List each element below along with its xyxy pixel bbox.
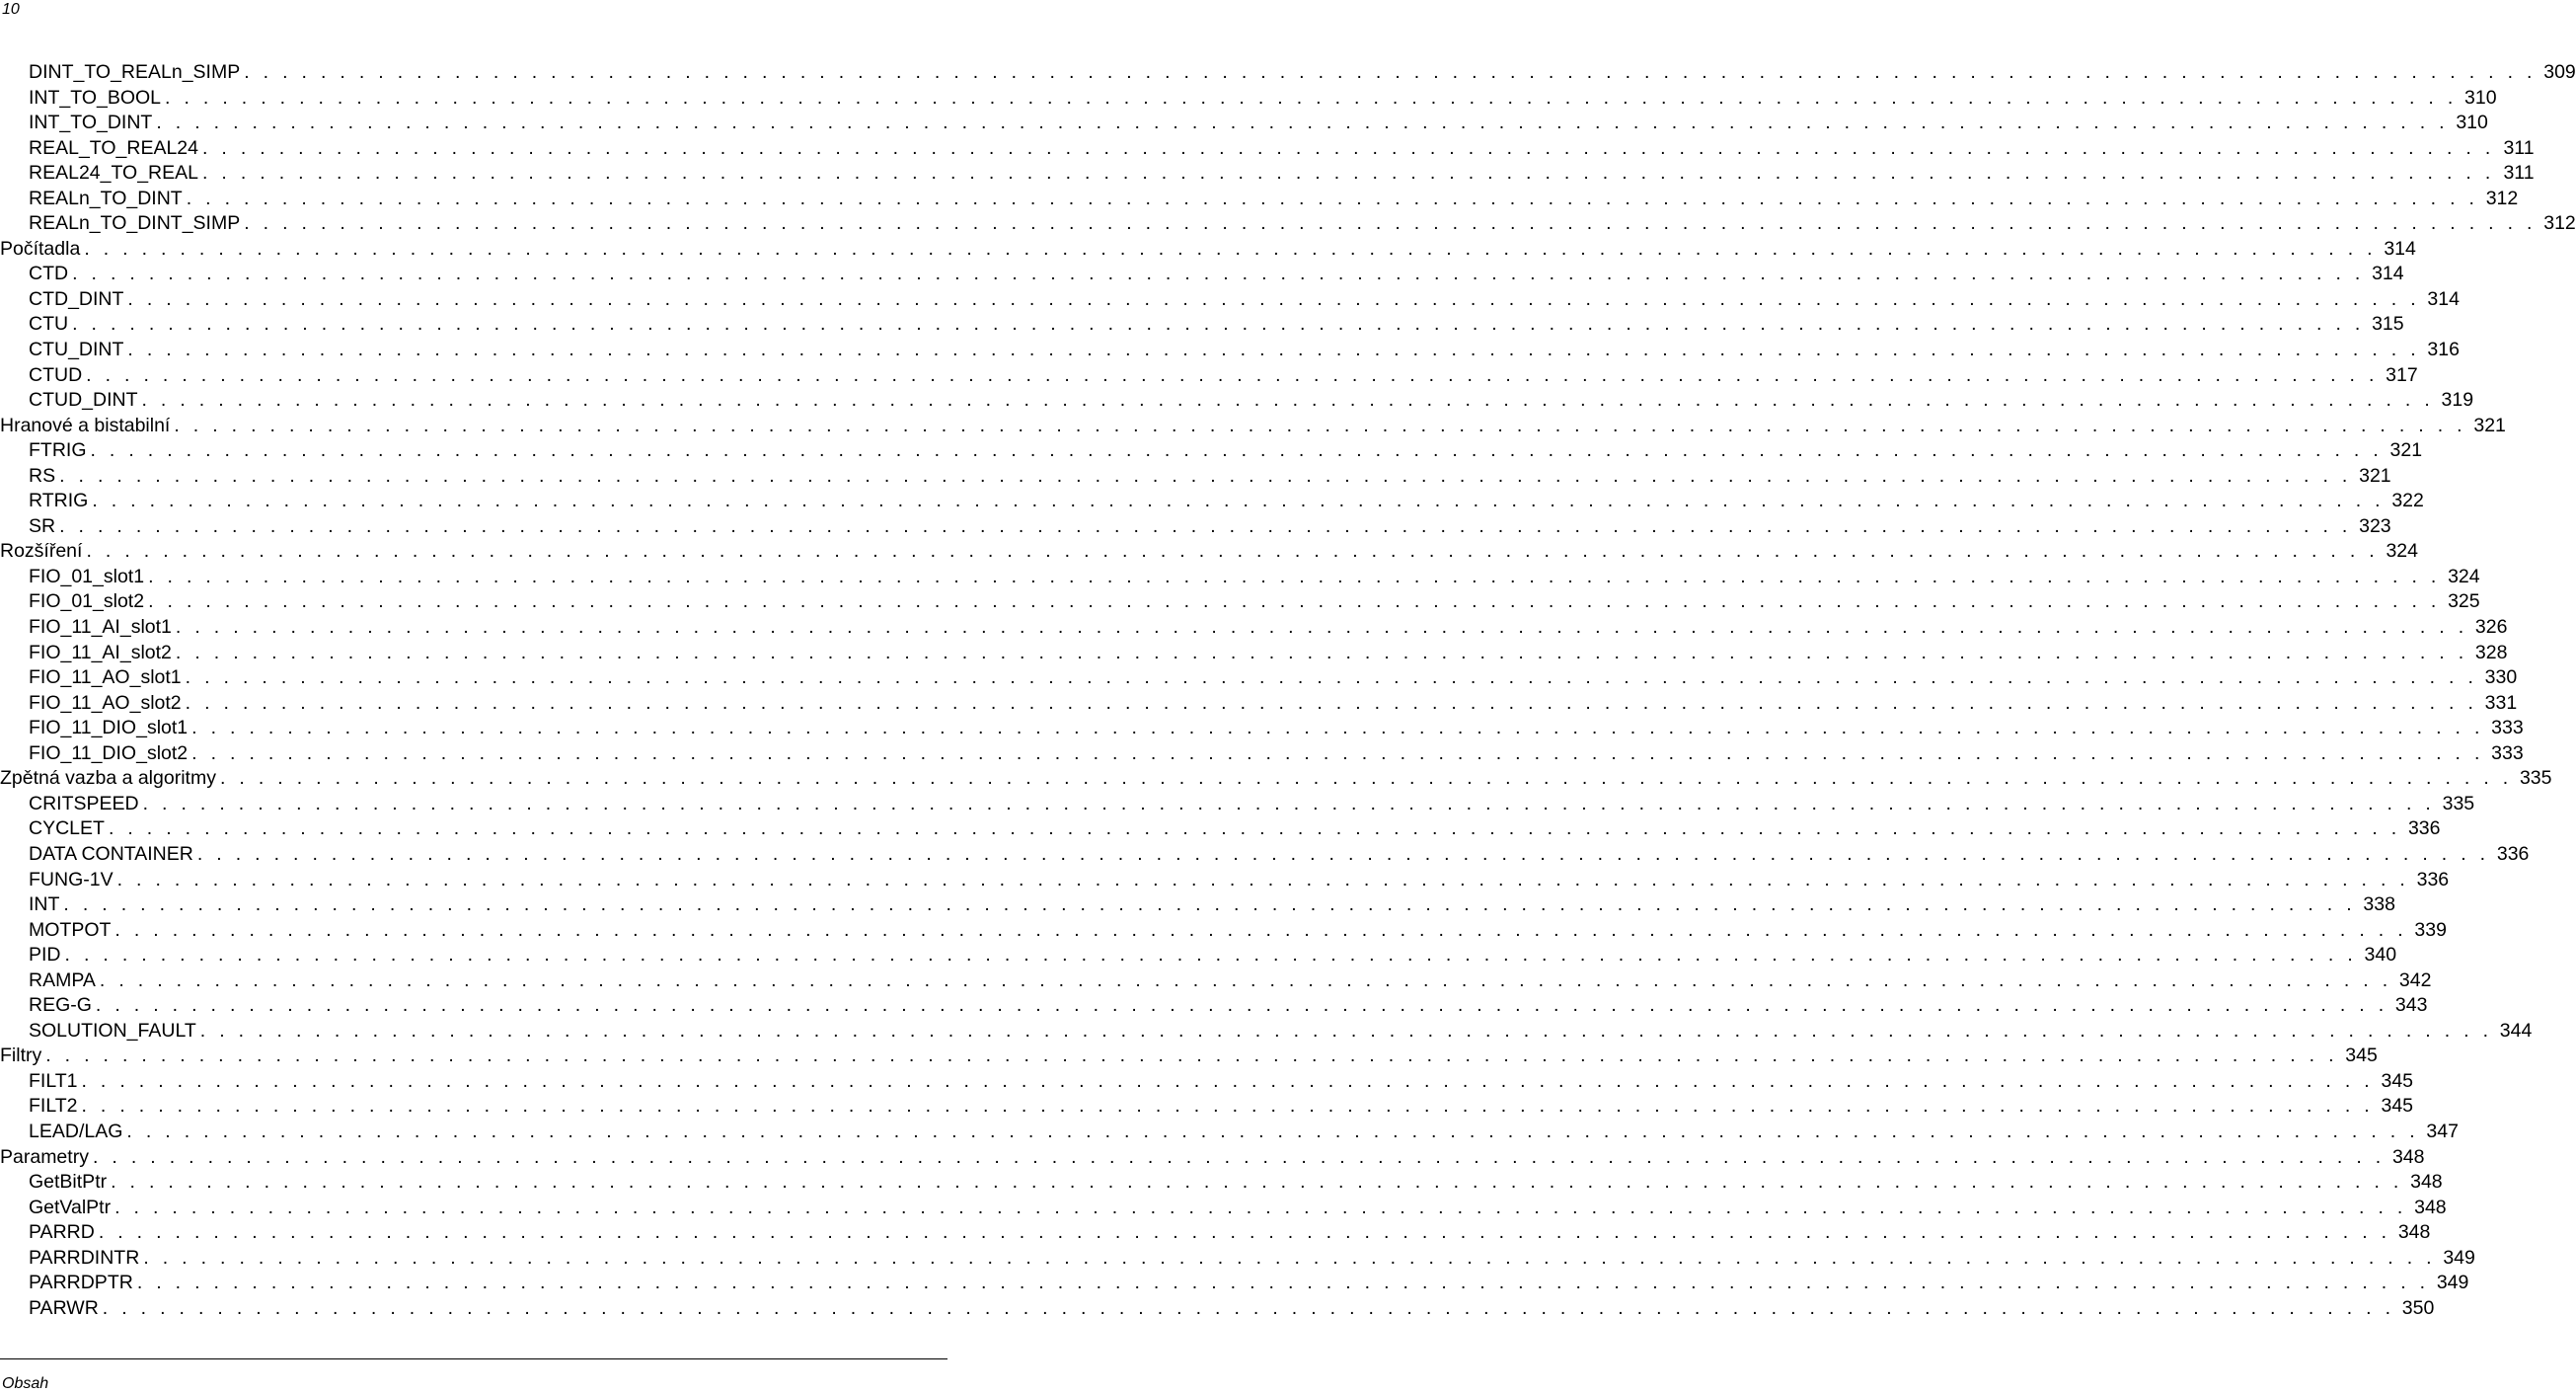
toc-entry-title: FIO_01_slot1 bbox=[29, 565, 145, 587]
toc-dot-leader: . . . . . . . . . . . . . . . . . . . . . . . . . . . . . . . . . . . . . . . . . . . . . . . . . . . . . . . . . . . . . . . . . . . . . . . . . . . . . . . . . . . . . . . . . . . . . . . . . . . . . . . . . . . . . . . . . . . . . . . . bbox=[244, 212, 2537, 235]
toc-section-entry[interactable] bbox=[0, 237, 2416, 263]
toc-entry-title: CYCLET bbox=[29, 817, 105, 840]
toc-entry-page-number: 311 bbox=[2503, 136, 2535, 159]
toc-entry-page-number: 335 bbox=[2519, 767, 2552, 790]
toc-entry-page-number: 323 bbox=[2359, 514, 2391, 537]
toc-entry-page-number: 314 bbox=[2384, 237, 2416, 260]
toc-entry-page-number: 349 bbox=[2443, 1246, 2475, 1269]
toc-entry-title: PARWR bbox=[29, 1296, 99, 1319]
toc-dot-leader: . . . . . . . . . . . . . . . . . . . . . . . . . . . . . . . . . . . . . . . . . . . . . . . . . . . . . . . . . . . . . . . . . . . . . . . . . . . . . . . . . . . . . . . . . . . . . . . . . . . . . . . . . . . . . . . . . . . . . . . . bbox=[185, 666, 2478, 689]
toc-entry-title: CTD bbox=[29, 263, 69, 285]
toc-entry[interactable] bbox=[0, 1271, 2469, 1296]
toc-entry-title: FIO_11_AI_slot1 bbox=[29, 616, 172, 639]
toc-entry[interactable] bbox=[0, 918, 2447, 944]
toc-entry-page-number: 309 bbox=[2543, 61, 2576, 83]
toc-dot-leader: . . . . . . . . . . . . . . . . . . . . . . . . . . . . . . . . . . . . . . . . . . . . . . . . . . . . . . . . . . . . . . . . . . . . . . . . . . . . . . . . . . . . . . . . . . . . . . . . . . . . . . . . . . . . . . . . . . . . . . . . bbox=[59, 514, 2352, 537]
toc-entry[interactable] bbox=[0, 1120, 2459, 1145]
toc-entry-page-number: 340 bbox=[2364, 944, 2397, 967]
toc-entry-page-number: 331 bbox=[2484, 691, 2518, 714]
toc-entry-page-number: 311 bbox=[2503, 162, 2535, 185]
toc-dot-leader: . . . . . . . . . . . . . . . . . . . . . . . . . . . . . . . . . . . . . . . . . . . . . . . . . . . . . . . . . . . . . . . . . . . . . . . . . . . . . . . . . . . . . . . . . . . . . . . . . . . . . . . . . . . . . . . . . . . . . . . . bbox=[126, 1120, 2419, 1142]
toc-dot-leader: . . . . . . . . . . . . . . . . . . . . . . . . . . . . . . . . . . . . . . . . . . . . . . . . . . . . . . . . . . . . . . . . . . . . . . . . . . . . . . . . . . . . . . . . . . . . . . . . . . . . . . . . . . . . . . . . . . . . . . . . bbox=[95, 994, 2388, 1017]
toc-entry[interactable] bbox=[0, 338, 2460, 363]
toc-dot-leader: . . . . . . . . . . . . . . . . . . . . . . . . . . . . . . . . . . . . . . . . . . . . . . . . . . . . . . . . . . . . . . . . . . . . . . . . . . . . . . . . . . . . . . . . . . . . . . . . . . . . . . . . . . . . . . . . . . . . . . . . bbox=[90, 439, 2384, 462]
toc-entry-title: PARRDINTR bbox=[29, 1246, 140, 1269]
toc-entry-title: REALn_TO_DINT_SIMP bbox=[29, 212, 241, 235]
toc-entry-page-number: 345 bbox=[2345, 1045, 2378, 1067]
toc-dot-leader: . . . . . . . . . . . . . . . . . . . . . . . . . . . . . . . . . . . . . . . . . . . . . . . . . . . . . . . . . . . . . . . . . . . . . . . . . . . . . . . . . . . . . . . . . . . . . . . . . . . . . . . . . . . . . . . . . . . . . . . . bbox=[244, 61, 2537, 83]
toc-entry[interactable] bbox=[0, 665, 2518, 691]
toc-entry[interactable] bbox=[0, 993, 2428, 1019]
toc-dot-leader: . . . . . . . . . . . . . . . . . . . . . . . . . . . . . . . . . . . . . . . . . . . . . . . . . . . . . . . . . . . . . . . . . . . . . . . . . . . . . . . . . . . . . . . . . . . . . . . . . . . . . . . . . . . . . . . . . . . . . . . . bbox=[81, 1095, 2375, 1118]
toc-dot-leader: . . . . . . . . . . . . . . . . . . . . . . . . . . . . . . . . . . . . . . . . . . . . . . . . . . . . . . . . . . . . . . . . . . . . . . . . . . . . . . . . . . . . . . . . . . . . . . . . . . . . . . . . . . . . . . . . . . . . . . . . bbox=[143, 1246, 2436, 1269]
toc-dot-leader: . . . . . . . . . . . . . . . . . . . . . . . . . . . . . . . . . . . . . . . . . . . . . . . . . . . . . . . . . . . . . . . . . . . . . . . . . . . . . . . . . . . . . . . . . . . . . . . . . . . . . . . . . . . . . . . . . . . . . . . . bbox=[219, 767, 2513, 790]
toc-entry[interactable] bbox=[0, 464, 2391, 490]
toc-entry-page-number: 325 bbox=[2448, 590, 2480, 613]
toc-section-entry[interactable] bbox=[0, 1044, 2378, 1069]
toc-entry[interactable] bbox=[0, 1094, 2414, 1120]
toc-entry[interactable] bbox=[0, 211, 2576, 237]
toc-entry-title: RTRIG bbox=[29, 490, 89, 512]
toc-dot-leader: . . . . . . . . . . . . . . . . . . . . . . . . . . . . . . . . . . . . . . . . . . . . . . . . . . . . . . . . . . . . . . . . . . . . . . . . . . . . . . . . . . . . . . . . . . . . . . . . . . . . . . . . . . . . . . . . . . . . . . . . bbox=[102, 1296, 2395, 1319]
toc-entry-page-number: 336 bbox=[2416, 868, 2450, 891]
toc-entry-title: CTU_DINT bbox=[29, 339, 124, 361]
toc-entry-title: REAL_TO_REAL24 bbox=[29, 136, 198, 159]
toc-entry-page-number: 321 bbox=[2473, 414, 2506, 436]
toc-entry-title: FIO_01_slot2 bbox=[29, 590, 145, 613]
toc-entry-page-number: 328 bbox=[2474, 641, 2508, 663]
toc-entry-page-number: 321 bbox=[2389, 439, 2423, 462]
toc-dot-leader: . . . . . . . . . . . . . . . . . . . . . . . . . . . . . . . . . . . . . . . . . . . . . . . . . . . . . . . . . . . . . . . . . . . . . . . . . . . . . . . . . . . . . . . . . . . . . . . . . . . . . . . . . . . . . . . . . . . . . . . . bbox=[63, 893, 2356, 916]
toc-entry-page-number: 310 bbox=[2456, 112, 2488, 134]
toc-entry-page-number: 321 bbox=[2359, 464, 2391, 487]
toc-entry-title: PARRDPTR bbox=[29, 1272, 133, 1294]
toc-entry-page-number: 348 bbox=[2410, 1171, 2443, 1194]
toc-dot-leader: . . . . . . . . . . . . . . . . . . . . . . . . . . . . . . . . . . . . . . . . . . . . . . . . . . . . . . . . . . . . . . . . . . . . . . . . . . . . . . . . . . . . . . . . . . . . . . . . . . . . . . . . . . . . . . . . . . . . . . . . bbox=[185, 691, 2478, 714]
toc-dot-leader: . . . . . . . . . . . . . . . . . . . . . . . . . . . . . . . . . . . . . . . . . . . . . . . . . . . . . . . . . . . . . . . . . . . . . . . . . . . . . . . . . . . . . . . . . . . . . . . . . . . . . . . . . . . . . . . . . . . . . . . . bbox=[148, 590, 2441, 613]
toc-dot-leader: . . . . . . . . . . . . . . . . . . . . . . . . . . . . . . . . . . . . . . . . . . . . . . . . . . . . . . . . . . . . . . . . . . . . . . . . . . . . . . . . . . . . . . . . . . . . . . . . . . . . . . . . . . . . . . . . . . . . . . . . bbox=[116, 868, 2410, 891]
toc-entry-page-number: 333 bbox=[2491, 741, 2524, 764]
toc-entry[interactable] bbox=[0, 943, 2397, 968]
toc-entry[interactable] bbox=[0, 842, 2530, 868]
page-number: 10 bbox=[2, 1, 20, 18]
toc-dot-leader: . . . . . . . . . . . . . . . . . . . . . . . . . . . . . . . . . . . . . . . . . . . . . . . . . . . . . . . . . . . . . . . . . . . . . . . . . . . . . . . . . . . . . . . . . . . . . . . . . . . . . . . . . . . . . . . . . . . . . . . . bbox=[148, 565, 2441, 587]
toc-entry-page-number: 314 bbox=[2372, 263, 2404, 285]
toc-dot-leader: . . . . . . . . . . . . . . . . . . . . . . . . . . . . . . . . . . . . . . . . . . . . . . . . . . . . . . . . . . . . . . . . . . . . . . . . . . . . . . . . . . . . . . . . . . . . . . . . . . . . . . . . . . . . . . . . . . . . . . . . bbox=[202, 162, 2495, 185]
toc-dot-leader: . . . . . . . . . . . . . . . . . . . . . . . . . . . . . . . . . . . . . . . . . . . . . . . . . . . . . . . . . . . . . . . . . . . . . . . . . . . . . . . . . . . . . . . . . . . . . . . . . . . . . . . . . . . . . . . . . . . . . . . . bbox=[136, 1272, 2430, 1294]
toc-entry-page-number: 314 bbox=[2427, 287, 2460, 310]
toc-entry-page-number: 336 bbox=[2496, 842, 2530, 865]
toc-entry-page-number: 345 bbox=[2381, 1069, 2414, 1092]
table-of-contents bbox=[0, 60, 2576, 1321]
toc-entry[interactable] bbox=[0, 1220, 2431, 1246]
toc-entry[interactable] bbox=[0, 312, 2404, 338]
toc-entry-title: INT_TO_DINT bbox=[29, 112, 153, 134]
footer-section-label: Obsah bbox=[2, 1375, 49, 1392]
toc-entry-page-number: 326 bbox=[2474, 616, 2508, 639]
toc-entry-page-number: 333 bbox=[2491, 717, 2524, 739]
toc-entry-page-number: 345 bbox=[2381, 1095, 2414, 1118]
toc-entry[interactable] bbox=[0, 438, 2423, 464]
toc-entry-title: RAMPA bbox=[29, 968, 96, 991]
toc-dot-leader: . . . . . . . . . . . . . . . . . . . . . . . . . . . . . . . . . . . . . . . . . . . . . . . . . . . . . . . . . . . . . . . . . . . . . . . . . . . . . . . . . . . . . . . . . . . . . . . . . . . . . . . . . . . . . . . . . . . . . . . . bbox=[175, 616, 2468, 639]
toc-entry-title: REG-G bbox=[29, 994, 92, 1017]
toc-entry[interactable] bbox=[0, 1246, 2475, 1272]
toc-entry[interactable] bbox=[0, 589, 2480, 615]
toc-entry[interactable] bbox=[0, 111, 2488, 136]
toc-entry-title: REALn_TO_DINT bbox=[29, 187, 183, 209]
toc-entry-page-number: 312 bbox=[2485, 187, 2519, 209]
toc-entry-title: DATA CONTAINER bbox=[29, 842, 193, 865]
toc-section-entry[interactable] bbox=[0, 766, 2552, 792]
toc-entry[interactable] bbox=[0, 615, 2508, 641]
toc-entry[interactable] bbox=[0, 1170, 2443, 1196]
toc-entry-title: LEAD/LAG bbox=[29, 1120, 123, 1142]
toc-dot-leader: . . . . . . . . . . . . . . . . . . . . . . . . . . . . . . . . . . . . . . . . . . . . . . . . . . . . . . . . . . . . . . . . . . . . . . . . . . . . . . . . . . . . . . . . . . . . . . . . . . . . . . . . . . . . . . . . . . . . . . . . bbox=[114, 1196, 2407, 1218]
toc-entry[interactable] bbox=[0, 86, 2497, 112]
toc-dot-leader: . . . . . . . . . . . . . . . . . . . . . . . . . . . . . . . . . . . . . . . . . . . . . . . . . . . . . . . . . . . . . . . . . . . . . . . . . . . . . . . . . . . . . . . . . . . . . . . . . . . . . . . . . . . . . . . . . . . . . . . . bbox=[165, 86, 2458, 109]
toc-dot-leader: . . . . . . . . . . . . . . . . . . . . . . . . . . . . . . . . . . . . . . . . . . . . . . . . . . . . . . . . . . . . . . . . . . . . . . . . . . . . . . . . . . . . . . . . . . . . . . . . . . . . . . . . . . . . . . . . . . . . . . . . bbox=[59, 464, 2352, 487]
toc-dot-leader: . . . . . . . . . . . . . . . . . . . . . . . . . . . . . . . . . . . . . . . . . . . . . . . . . . . . . . . . . . . . . . . . . . . . . . . . . . . . . . . . . . . . . . . . . . . . . . . . . . . . . . . . . . . . . . . . . . . . . . . . bbox=[199, 1019, 2493, 1042]
toc-dot-leader: . . . . . . . . . . . . . . . . . . . . . . . . . . . . . . . . . . . . . . . . . . . . . . . . . . . . . . . . . . . . . . . . . . . . . . . . . . . . . . . . . . . . . . . . . . . . . . . . . . . . . . . . . . . . . . . . . . . . . . . . bbox=[175, 641, 2468, 663]
toc-entry[interactable] bbox=[0, 691, 2518, 717]
toc-dot-leader: . . . . . . . . . . . . . . . . . . . . . . . . . . . . . . . . . . . . . . . . . . . . . . . . . . . . . . . . . . . . . . . . . . . . . . . . . . . . . . . . . . . . . . . . . . . . . . . . . . . . . . . . . . . . . . . . . . . . . . . . bbox=[72, 313, 2365, 336]
toc-entry-title: FILT1 bbox=[29, 1069, 78, 1092]
toc-entry[interactable] bbox=[0, 262, 2404, 287]
toc-dot-leader: . . . . . . . . . . . . . . . . . . . . . . . . . . . . . . . . . . . . . . . . . . . . . . . . . . . . . . . . . . . . . . . . . . . . . . . . . . . . . . . . . . . . . . . . . . . . . . . . . . . . . . . . . . . . . . . . . . . . . . . . bbox=[127, 287, 2420, 310]
toc-entry-title: SOLUTION_FAULT bbox=[29, 1019, 196, 1042]
toc-entry-title: SR bbox=[29, 514, 56, 537]
toc-dot-leader: . . . . . . . . . . . . . . . . . . . . . . . . . . . . . . . . . . . . . . . . . . . . . . . . . . . . . . . . . . . . . . . . . . . . . . . . . . . . . . . . . . . . . . . . . . . . . . . . . . . . . . . . . . . . . . . . . . . . . . . . bbox=[92, 1145, 2386, 1168]
toc-entry-title: FIO_11_DIO_slot1 bbox=[29, 717, 189, 739]
toc-dot-leader: . . . . . . . . . . . . . . . . . . . . . . . . . . . . . . . . . . . . . . . . . . . . . . . . . . . . . . . . . . . . . . . . . . . . . . . . . . . . . . . . . . . . . . . . . . . . . . . . . . . . . . . . . . . . . . . . . . . . . . . . bbox=[111, 1171, 2403, 1194]
toc-entry-title: Hranové a bistabilní bbox=[0, 414, 171, 436]
toc-entry-title: Parametry bbox=[0, 1145, 89, 1168]
toc-entry-page-number: 344 bbox=[2499, 1019, 2533, 1042]
toc-dot-leader: . . . . . . . . . . . . . . . . . . . . . . . . . . . . . . . . . . . . . . . . . . . . . . . . . . . . . . . . . . . . . . . . . . . . . . . . . . . . . . . . . . . . . . . . . . . . . . . . . . . . . . . . . . . . . . . . . . . . . . . . bbox=[108, 817, 2401, 840]
toc-entry-page-number: 312 bbox=[2543, 212, 2576, 235]
toc-entry-title: PID bbox=[29, 944, 61, 967]
toc-dot-leader: . . . . . . . . . . . . . . . . . . . . . . . . . . . . . . . . . . . . . . . . . . . . . . . . . . . . . . . . . . . . . . . . . . . . . . . . . . . . . . . . . . . . . . . . . . . . . . . . . . . . . . . . . . . . . . . . . . . . . . . . bbox=[191, 741, 2484, 764]
toc-entry-title: CTD_DINT bbox=[29, 287, 124, 310]
toc-entry[interactable] bbox=[0, 388, 2474, 414]
toc-entry[interactable] bbox=[0, 1019, 2533, 1045]
toc-entry-title: CTUD bbox=[29, 363, 83, 386]
toc-entry-page-number: 319 bbox=[2441, 389, 2474, 412]
toc-entry-page-number: 343 bbox=[2394, 994, 2428, 1017]
toc-dot-leader: . . . . . . . . . . . . . . . . . . . . . . . . . . . . . . . . . . . . . . . . . . . . . . . . . . . . . . . . . . . . . . . . . . . . . . . . . . . . . . . . . . . . . . . . . . . . . . . . . . . . . . . . . . . . . . . . . . . . . . . . bbox=[92, 490, 2385, 512]
toc-entry[interactable] bbox=[0, 716, 2524, 741]
toc-entry-title: DINT_TO_REALn_SIMP bbox=[29, 61, 241, 83]
toc-entry-title: GetValPtr bbox=[29, 1196, 112, 1218]
toc-entry-title: Rozšíření bbox=[0, 540, 83, 563]
toc-entry-page-number: 324 bbox=[2448, 565, 2480, 587]
toc-section-entry[interactable] bbox=[0, 1145, 2425, 1171]
toc-dot-leader: . . . . . . . . . . . . . . . . . . . . . . . . . . . . . . . . . . . . . . . . . . . . . . . . . . . . . . . . . . . . . . . . . . . . . . . . . . . . . . . . . . . . . . . . . . . . . . . . . . . . . . . . . . . . . . . . . . . . . . . . bbox=[81, 1069, 2375, 1092]
toc-entry[interactable] bbox=[0, 363, 2418, 389]
toc-dot-leader: . . . . . . . . . . . . . . . . . . . . . . . . . . . . . . . . . . . . . . . . . . . . . . . . . . . . . . . . . . . . . . . . . . . . . . . . . . . . . . . . . . . . . . . . . . . . . . . . . . . . . . . . . . . . . . . . . . . . . . . . bbox=[99, 968, 2392, 991]
toc-dot-leader: . . . . . . . . . . . . . . . . . . . . . . . . . . . . . . . . . . . . . . . . . . . . . . . . . . . . . . . . . . . . . . . . . . . . . . . . . . . . . . . . . . . . . . . . . . . . . . . . . . . . . . . . . . . . . . . . . . . . . . . . bbox=[196, 842, 2490, 865]
toc-entry-page-number: 330 bbox=[2484, 666, 2518, 689]
toc-entry-title: FIO_11_DIO_slot2 bbox=[29, 741, 189, 764]
toc-entry[interactable] bbox=[0, 1196, 2447, 1221]
toc-entry-title: Zpětná vazba a algoritmy bbox=[0, 767, 216, 790]
toc-entry-title: FIO_11_AI_slot2 bbox=[29, 641, 172, 663]
toc-entry-title: Filtry bbox=[0, 1045, 42, 1067]
toc-section-entry[interactable] bbox=[0, 414, 2506, 439]
toc-dot-leader: . . . . . . . . . . . . . . . . . . . . . . . . . . . . . . . . . . . . . . . . . . . . . . . . . . . . . . . . . . . . . . . . . . . . . . . . . . . . . . . . . . . . . . . . . . . . . . . . . . . . . . . . . . . . . . . . . . . . . . . . bbox=[156, 112, 2449, 134]
toc-entry-page-number: 322 bbox=[2391, 490, 2424, 512]
toc-dot-leader: . . . . . . . . . . . . . . . . . . . . . . . . . . . . . . . . . . . . . . . . . . . . . . . . . . . . . . . . . . . . . . . . . . . . . . . . . . . . . . . . . . . . . . . . . . . . . . . . . . . . . . . . . . . . . . . . . . . . . . . . bbox=[86, 540, 2379, 563]
toc-entry[interactable] bbox=[0, 161, 2535, 187]
toc-section-entry[interactable] bbox=[0, 539, 2418, 565]
toc-entry-title: GetBitPtr bbox=[29, 1171, 108, 1194]
toc-dot-leader: . . . . . . . . . . . . . . . . . . . . . . . . . . . . . . . . . . . . . . . . . . . . . . . . . . . . . . . . . . . . . . . . . . . . . . . . . . . . . . . . . . . . . . . . . . . . . . . . . . . . . . . . . . . . . . . . . . . . . . . . bbox=[45, 1045, 2338, 1067]
toc-dot-leader: . . . . . . . . . . . . . . . . . . . . . . . . . . . . . . . . . . . . . . . . . . . . . . . . . . . . . . . . . . . . . . . . . . . . . . . . . . . . . . . . . . . . . . . . . . . . . . . . . . . . . . . . . . . . . . . . . . . . . . . . bbox=[98, 1221, 2391, 1244]
toc-dot-leader: . . . . . . . . . . . . . . . . . . . . . . . . . . . . . . . . . . . . . . . . . . . . . . . . . . . . . . . . . . . . . . . . . . . . . . . . . . . . . . . . . . . . . . . . . . . . . . . . . . . . . . . . . . . . . . . . . . . . . . . . bbox=[202, 136, 2495, 159]
toc-entry-title: Počítadla bbox=[0, 237, 81, 260]
toc-entry[interactable] bbox=[0, 641, 2508, 666]
toc-entry-title: FUNG-1V bbox=[29, 868, 114, 891]
toc-dot-leader: . . . . . . . . . . . . . . . . . . . . . . . . . . . . . . . . . . . . . . . . . . . . . . . . . . . . . . . . . . . . . . . . . . . . . . . . . . . . . . . . . . . . . . . . . . . . . . . . . . . . . . . . . . . . . . . . . . . . . . . . bbox=[186, 187, 2479, 209]
toc-entry-page-number: 348 bbox=[2414, 1196, 2447, 1218]
toc-entry[interactable] bbox=[0, 816, 2441, 842]
toc-entry-page-number: 338 bbox=[2363, 893, 2395, 916]
toc-entry-title: FIO_11_AO_slot2 bbox=[29, 691, 182, 714]
toc-entry-page-number: 315 bbox=[2372, 313, 2404, 336]
toc-entry[interactable] bbox=[0, 868, 2450, 893]
toc-entry-page-number: 339 bbox=[2414, 918, 2447, 941]
toc-dot-leader: . . . . . . . . . . . . . . . . . . . . . . . . . . . . . . . . . . . . . . . . . . . . . . . . . . . . . . . . . . . . . . . . . . . . . . . . . . . . . . . . . . . . . . . . . . . . . . . . . . . . . . . . . . . . . . . . . . . . . . . . bbox=[64, 944, 2358, 967]
toc-entry[interactable] bbox=[0, 489, 2424, 514]
toc-entry-title: FTRIG bbox=[29, 439, 87, 462]
toc-entry-title: FIO_11_AO_slot1 bbox=[29, 666, 182, 689]
toc-entry[interactable] bbox=[0, 187, 2519, 212]
toc-dot-leader: . . . . . . . . . . . . . . . . . . . . . . . . . . . . . . . . . . . . . . . . . . . . . . . . . . . . . . . . . . . . . . . . . . . . . . . . . . . . . . . . . . . . . . . . . . . . . . . . . . . . . . . . . . . . . . . . . . . . . . . . bbox=[142, 792, 2436, 814]
toc-dot-leader: . . . . . . . . . . . . . . . . . . . . . . . . . . . . . . . . . . . . . . . . . . . . . . . . . . . . . . . . . . . . . . . . . . . . . . . . . . . . . . . . . . . . . . . . . . . . . . . . . . . . . . . . . . . . . . . . . . . . . . . . bbox=[86, 363, 2379, 386]
toc-entry-page-number: 317 bbox=[2386, 363, 2418, 386]
toc-dot-leader: . . . . . . . . . . . . . . . . . . . . . . . . . . . . . . . . . . . . . . . . . . . . . . . . . . . . . . . . . . . . . . . . . . . . . . . . . . . . . . . . . . . . . . . . . . . . . . . . . . . . . . . . . . . . . . . . . . . . . . . . bbox=[114, 918, 2407, 941]
toc-entry-title: CTUD_DINT bbox=[29, 389, 138, 412]
toc-entry-title: FILT2 bbox=[29, 1095, 78, 1118]
toc-entry-title: PARRD bbox=[29, 1221, 95, 1244]
toc-entry-page-number: 350 bbox=[2401, 1296, 2435, 1319]
toc-entry-title: INT_TO_BOOL bbox=[29, 86, 162, 109]
toc-entry[interactable] bbox=[0, 1069, 2414, 1095]
toc-entry-page-number: 348 bbox=[2397, 1221, 2431, 1244]
toc-entry[interactable] bbox=[0, 741, 2524, 767]
toc-entry-title: RS bbox=[29, 464, 56, 487]
toc-entry-page-number: 347 bbox=[2426, 1120, 2459, 1142]
toc-entry[interactable] bbox=[0, 892, 2395, 918]
toc-entry-page-number: 342 bbox=[2398, 968, 2432, 991]
toc-entry-page-number: 336 bbox=[2407, 817, 2441, 840]
toc-entry-title: CRITSPEED bbox=[29, 792, 139, 814]
toc-dot-leader: . . . . . . . . . . . . . . . . . . . . . . . . . . . . . . . . . . . . . . . . . . . . . . . . . . . . . . . . . . . . . . . . . . . . . . . . . . . . . . . . . . . . . . . . . . . . . . . . . . . . . . . . . . . . . . . . . . . . . . . . bbox=[141, 389, 2435, 412]
toc-entry[interactable] bbox=[0, 1296, 2435, 1322]
toc-entry-title: REAL24_TO_REAL bbox=[29, 162, 198, 185]
toc-entry-page-number: 335 bbox=[2442, 792, 2475, 814]
toc-entry-page-number: 316 bbox=[2427, 339, 2460, 361]
toc-entry[interactable] bbox=[0, 968, 2432, 994]
toc-entry-title: CTU bbox=[29, 313, 69, 336]
toc-entry-title: INT bbox=[29, 893, 60, 916]
toc-dot-leader: . . . . . . . . . . . . . . . . . . . . . . . . . . . . . . . . . . . . . . . . . . . . . . . . . . . . . . . . . . . . . . . . . . . . . . . . . . . . . . . . . . . . . . . . . . . . . . . . . . . . . . . . . . . . . . . . . . . . . . . . bbox=[72, 263, 2365, 285]
toc-dot-leader: . . . . . . . . . . . . . . . . . . . . . . . . . . . . . . . . . . . . . . . . . . . . . . . . . . . . . . . . . . . . . . . . . . . . . . . . . . . . . . . . . . . . . . . . . . . . . . . . . . . . . . . . . . . . . . . . . . . . . . . . bbox=[84, 237, 2377, 260]
toc-entry[interactable] bbox=[0, 792, 2475, 817]
toc-entry-title: MOTPOT bbox=[29, 918, 112, 941]
toc-entry[interactable] bbox=[0, 60, 2576, 86]
toc-dot-leader: . . . . . . . . . . . . . . . . . . . . . . . . . . . . . . . . . . . . . . . . . . . . . . . . . . . . . . . . . . . . . . . . . . . . . . . . . . . . . . . . . . . . . . . . . . . . . . . . . . . . . . . . . . . . . . . . . . . . . . . . bbox=[174, 414, 2466, 436]
toc-entry-page-number: 310 bbox=[2464, 86, 2497, 109]
toc-entry-page-number: 348 bbox=[2391, 1145, 2425, 1168]
toc-entry[interactable] bbox=[0, 565, 2480, 590]
toc-dot-leader: . . . . . . . . . . . . . . . . . . . . . . . . . . . . . . . . . . . . . . . . . . . . . . . . . . . . . . . . . . . . . . . . . . . . . . . . . . . . . . . . . . . . . . . . . . . . . . . . . . . . . . . . . . . . . . . . . . . . . . . . bbox=[127, 339, 2420, 361]
toc-entry-page-number: 324 bbox=[2386, 540, 2418, 563]
toc-entry[interactable] bbox=[0, 514, 2391, 540]
toc-entry-page-number: 349 bbox=[2436, 1272, 2469, 1294]
footer-divider bbox=[0, 1358, 947, 1359]
toc-entry[interactable] bbox=[0, 136, 2535, 162]
toc-entry[interactable] bbox=[0, 287, 2460, 313]
toc-dot-leader: . . . . . . . . . . . . . . . . . . . . . . . . . . . . . . . . . . . . . . . . . . . . . . . . . . . . . . . . . . . . . . . . . . . . . . . . . . . . . . . . . . . . . . . . . . . . . . . . . . . . . . . . . . . . . . . . . . . . . . . . bbox=[191, 717, 2484, 739]
